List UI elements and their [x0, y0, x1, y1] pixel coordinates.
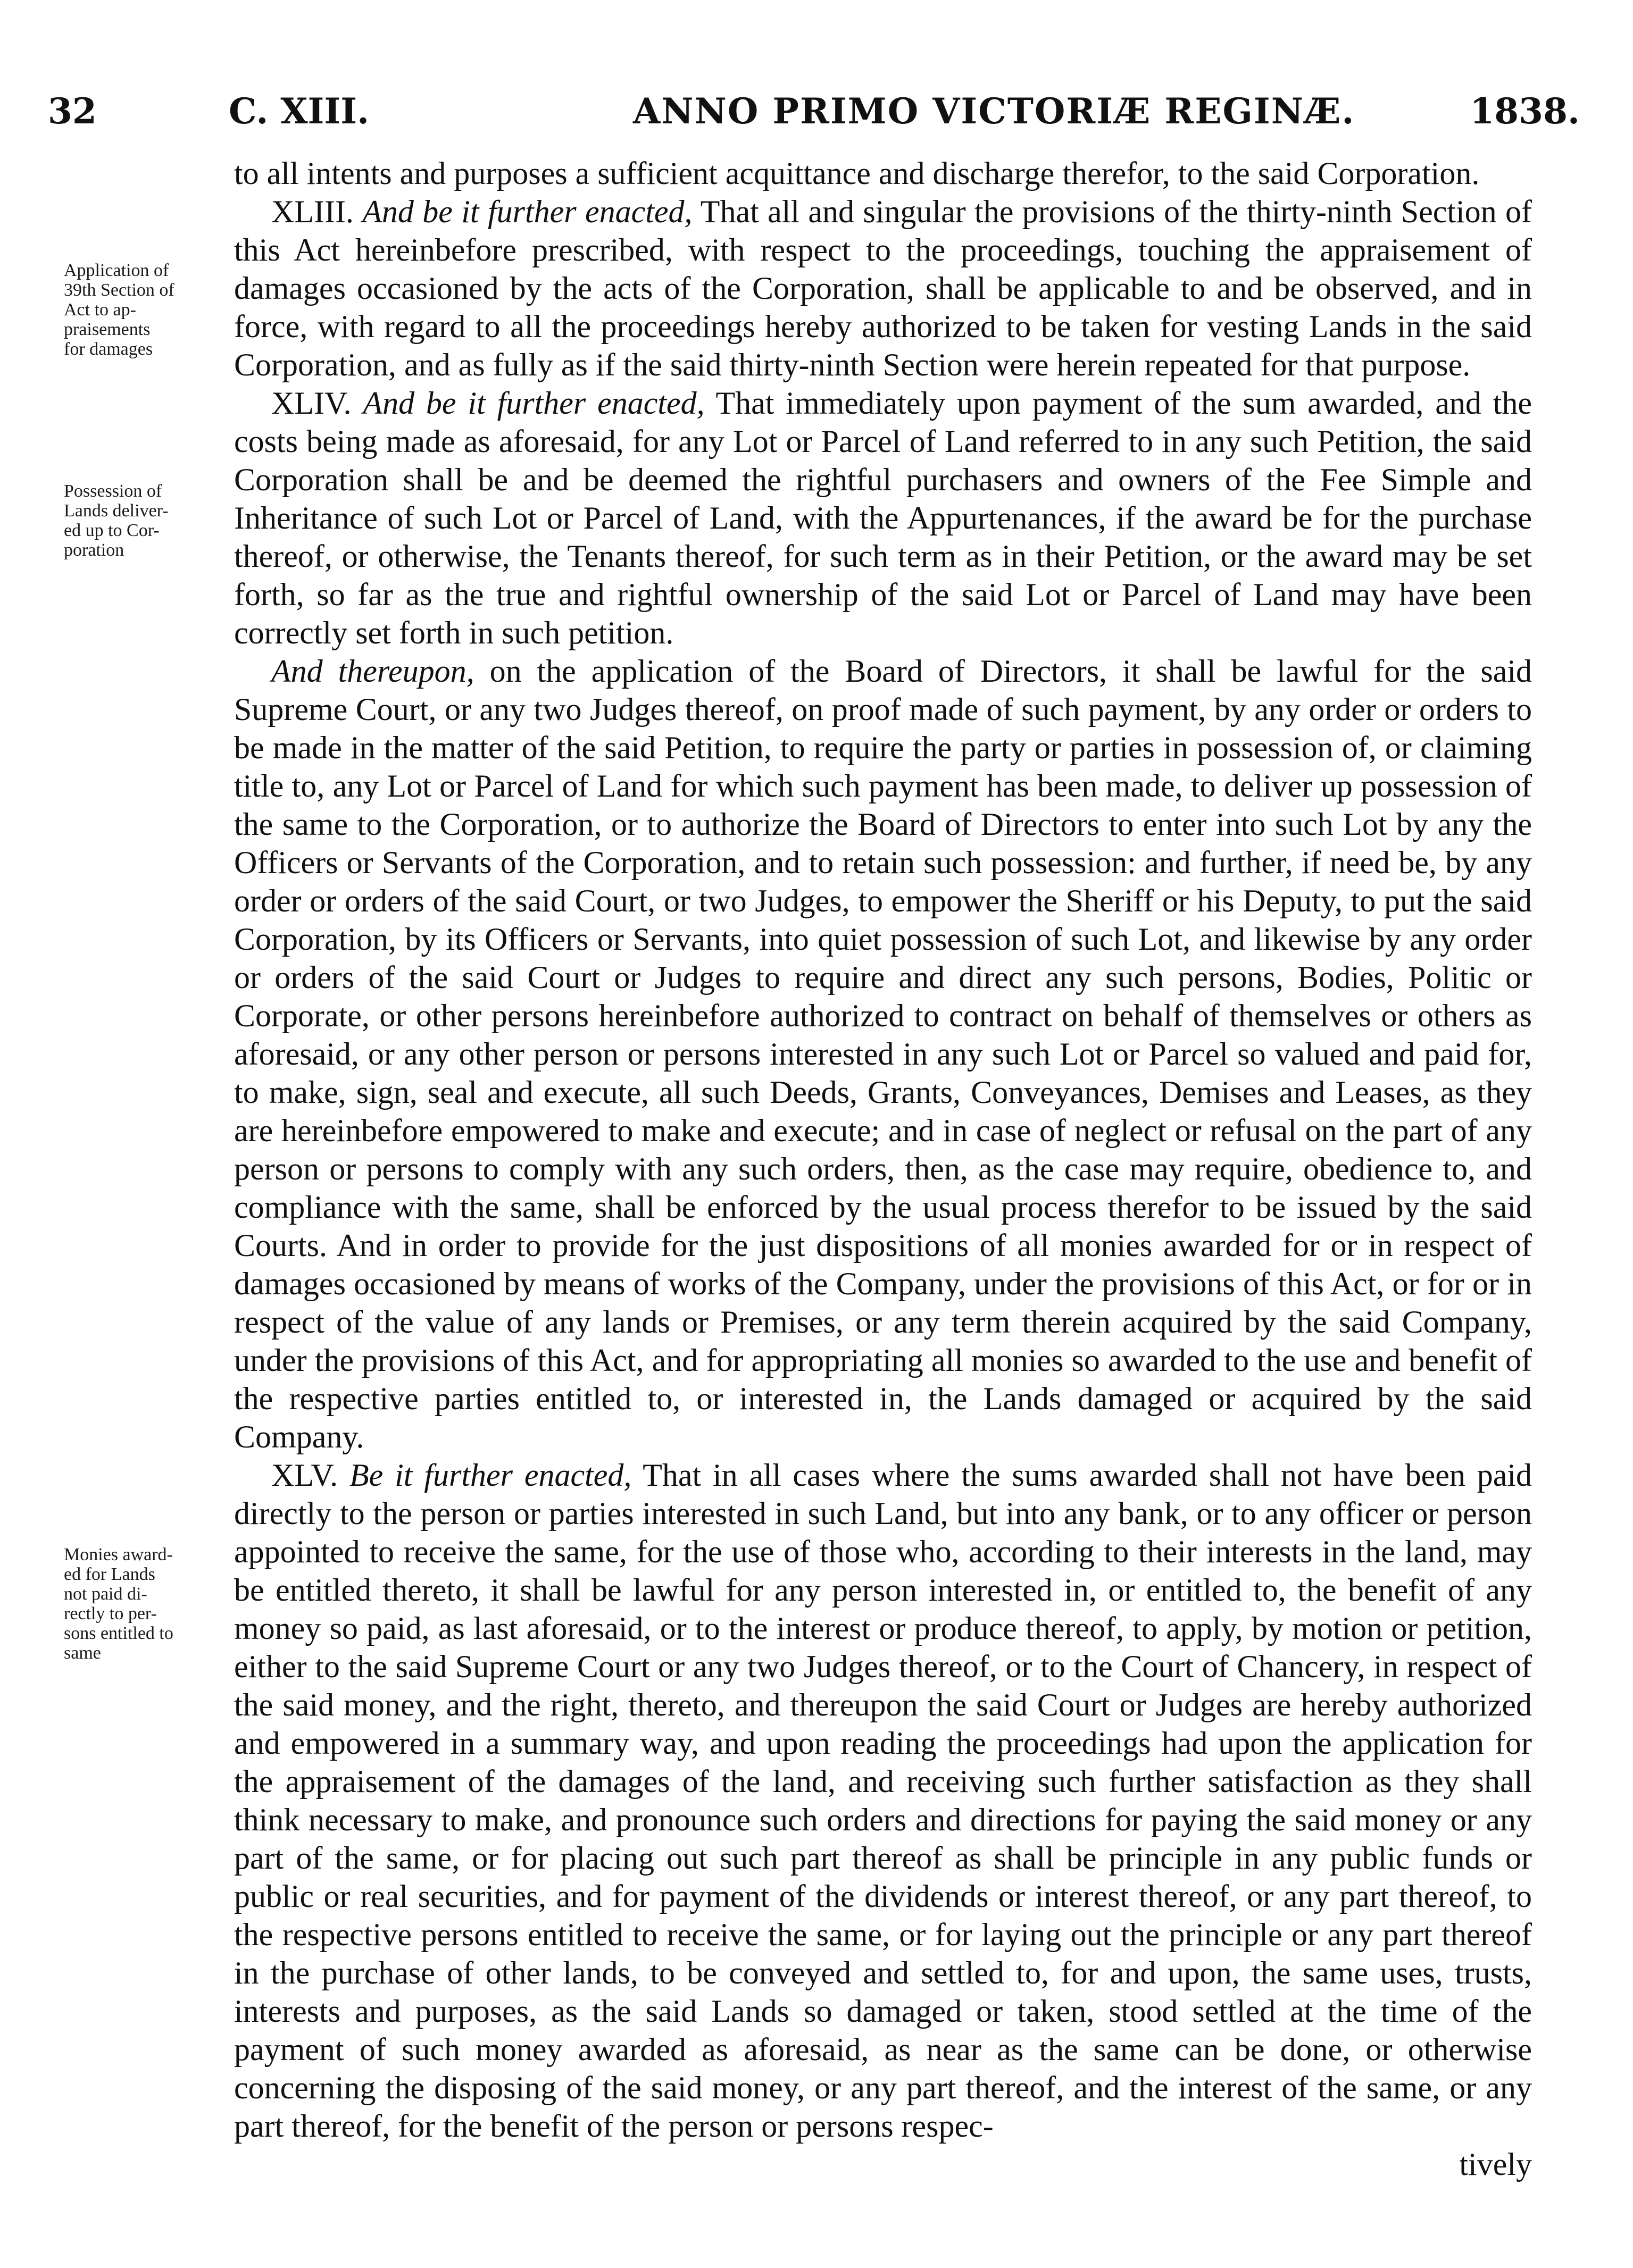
paragraph-continuation: to all intents and purposes a sufficient acquittance and discharge therefor, to the said Corporation. [234, 156, 1480, 191]
paragraph-text: on the application of the Board of Directors, it shall be lawful for the said Supreme Court, or any two Judges thereof, on proof made of such payment, by any order or orders to be made in the matter of the said Petition, to require the party or parties in possession of, or claiming title to, any Lot or Parcel of Land for which such payment has been made, to deliver up possession of the same to the Corporation, or to authorize the Board of Directors to enter into such Lot by any the Officers or Servants of the Corporation, and to retain such possession: and further, if need be, by any order or orders of the said Court, or two Judges, to empower the Sheriff or his Deputy, to put the said Corporation, by its Officers or Servants, into quiet possession of such Lot, and likewise by any order or orders of the said Court or Judges to require and direct any such persons, Bodies, Politic or Corporate, or other persons hereinbefore authorized to contract on behalf of themselves or others as aforesaid, or any other person or persons interested in any such Lot or Parcel so valued and paid for, to make, sign, seal and execute, all such Deeds, Grants, Conveyances, Demises and Leases, as they are hereinbefore empowered to make and execute; and in case of neglect or refusal on the part of any person or persons to comply with any such orders, then, as the case may require, obedience to, and compliance with the same, shall be enforced by the usual process therefor to be issued by the said Courts. And in order to provide for the just dispositions of all monies awarded for or in respect of damages occasioned by means of works of the Company, under the provisions of this Act, or for or in respect of the value of any lands or Premises, or any term therein acquired by the said Company, under the provisions of this Act, and for appropriating all monies so awarded to the use and benefit of the respective parties entitled to, or interested in, the Lands damaged or acquired by the said Company. [234, 654, 1532, 1454]
body-text [234, 154, 1532, 2183]
chapter-label: C. XIII. [229, 90, 370, 132]
margin-note-line: praisements [64, 320, 151, 339]
enacting-clause: And be it further enacted, [363, 386, 705, 421]
catchword: tively [1459, 2147, 1532, 2182]
margin-note-line: Monies award- [64, 1545, 173, 1564]
section-number: XLV. [271, 1458, 338, 1493]
margin-note-line: Lands deliver- [64, 501, 169, 521]
margin-note-possession [64, 481, 239, 560]
running-title: ANNO PRIMO VICTORIÆ REGINÆ. [633, 90, 1355, 132]
section-xlv [234, 1456, 1532, 2145]
enacting-clause: And be it further enacted, [362, 194, 693, 229]
paragraph-opening: And thereupon, [271, 654, 474, 689]
margin-note-line: ed for Lands [64, 1564, 155, 1584]
paragraph-thereupon [234, 652, 1532, 1456]
margin-note-application [64, 261, 239, 359]
section-text: That in all cases where the sums awarded shall not have been paid directly to the person or parties interested in such Land, but into any bank, or to any officer or person appointed to receive the same, for the use of those who, according to their interests in the land, may be entitled thereto, it shall be lawful for any person interested in, or entitled to, the benefit of any money so paid, as last aforesaid, or to the interest or produce thereof, to apply, by motion or petition, either to the said Supreme Court or any two Judges thereof, or to the Court of Chancery, in respect of the said money, and the right, thereto, and thereupon the said Court or Judges are hereby authorized and empowered in a summary way, and upon reading the proceedings had upon the application for the appraisement of the damages of the land, and receiving such further satisfaction as they shall think necessary to make, and pronounce such orders and directions for paying the said money or any part of the same, or for placing out such part thereof as shall be principle in any public funds or public or real securities, and for payment of the dividends or interest thereof, or any part thereof, to the respective persons entitled to receive the same, or for laying out the principle or any part thereof in the purchase of other lands, to be conveyed and settled to, for and upon, the same uses, trusts, interests and purposes, as the said Lands so damaged or taken, stood settled at the time of the payment of such money awarded as aforesaid, as near as the same can be done, or otherwise concerning the disposing of the said money, or any part thereof, and the interest of the same, or any part thereof, for the benefit of the person or persons respec- [234, 1458, 1532, 2144]
enacting-clause: Be it further enacted, [349, 1458, 632, 1493]
page-header [48, 90, 1580, 138]
section-text: That all and singular the provisions of the thirty-ninth Section of this Act hereinbefore prescribed, with respect to the proceedings, touching the appraisement of damages occasioned by the acts of the Corporation, shall be applicable to and be observed, and in force, with regard to all the proceedings hereby authorized to be taken for vesting Lands in the said Corporation, and as fully as if the said thirty-ninth Section were herein repeated for that purpose. [234, 194, 1532, 382]
margin-note-line: sons entitled to [64, 1623, 173, 1643]
margin-note-monies [64, 1545, 239, 1663]
section-number: XLIII. [271, 194, 354, 229]
margin-note-line: Application of [64, 261, 169, 280]
margin-note-line: not paid di- [64, 1584, 147, 1604]
section-text: That immediately upon payment of the sum awarded, and the costs being made as aforesaid, for any Lot or Parcel of Land referred to in any such Petition, the said Corporation shall be and be deemed the rightful purchasers and owners of the Fee Simple and Inheritance of such Lot or Parcel of Land, with the Appurtenances, if the award be for the purchase thereof, or otherwise, the Tenants thereof, for such term as in their Petition, or the award may be set forth, so far as the true and rightful ownership of the said Lot or Parcel of Land may have been correctly set forth in such petition. [234, 386, 1532, 650]
margin-note-line: rectly to per- [64, 1604, 157, 1623]
header-year: 1838. [1470, 90, 1580, 132]
section-number: XLIV. [271, 386, 352, 421]
section-xliii [234, 193, 1532, 384]
margin-note-line: poration [64, 540, 124, 560]
margin-note-line: 39th Section of [64, 280, 174, 300]
margin-note-line: ed up to Cor- [64, 521, 160, 540]
margin-note-line: Possession of [64, 481, 162, 501]
section-xliv [234, 384, 1532, 652]
page-number: 32 [48, 90, 97, 132]
margin-note-line: same [64, 1643, 101, 1663]
margin-note-line: Act to ap- [64, 300, 136, 320]
margin-note-line: for damages [64, 339, 153, 359]
